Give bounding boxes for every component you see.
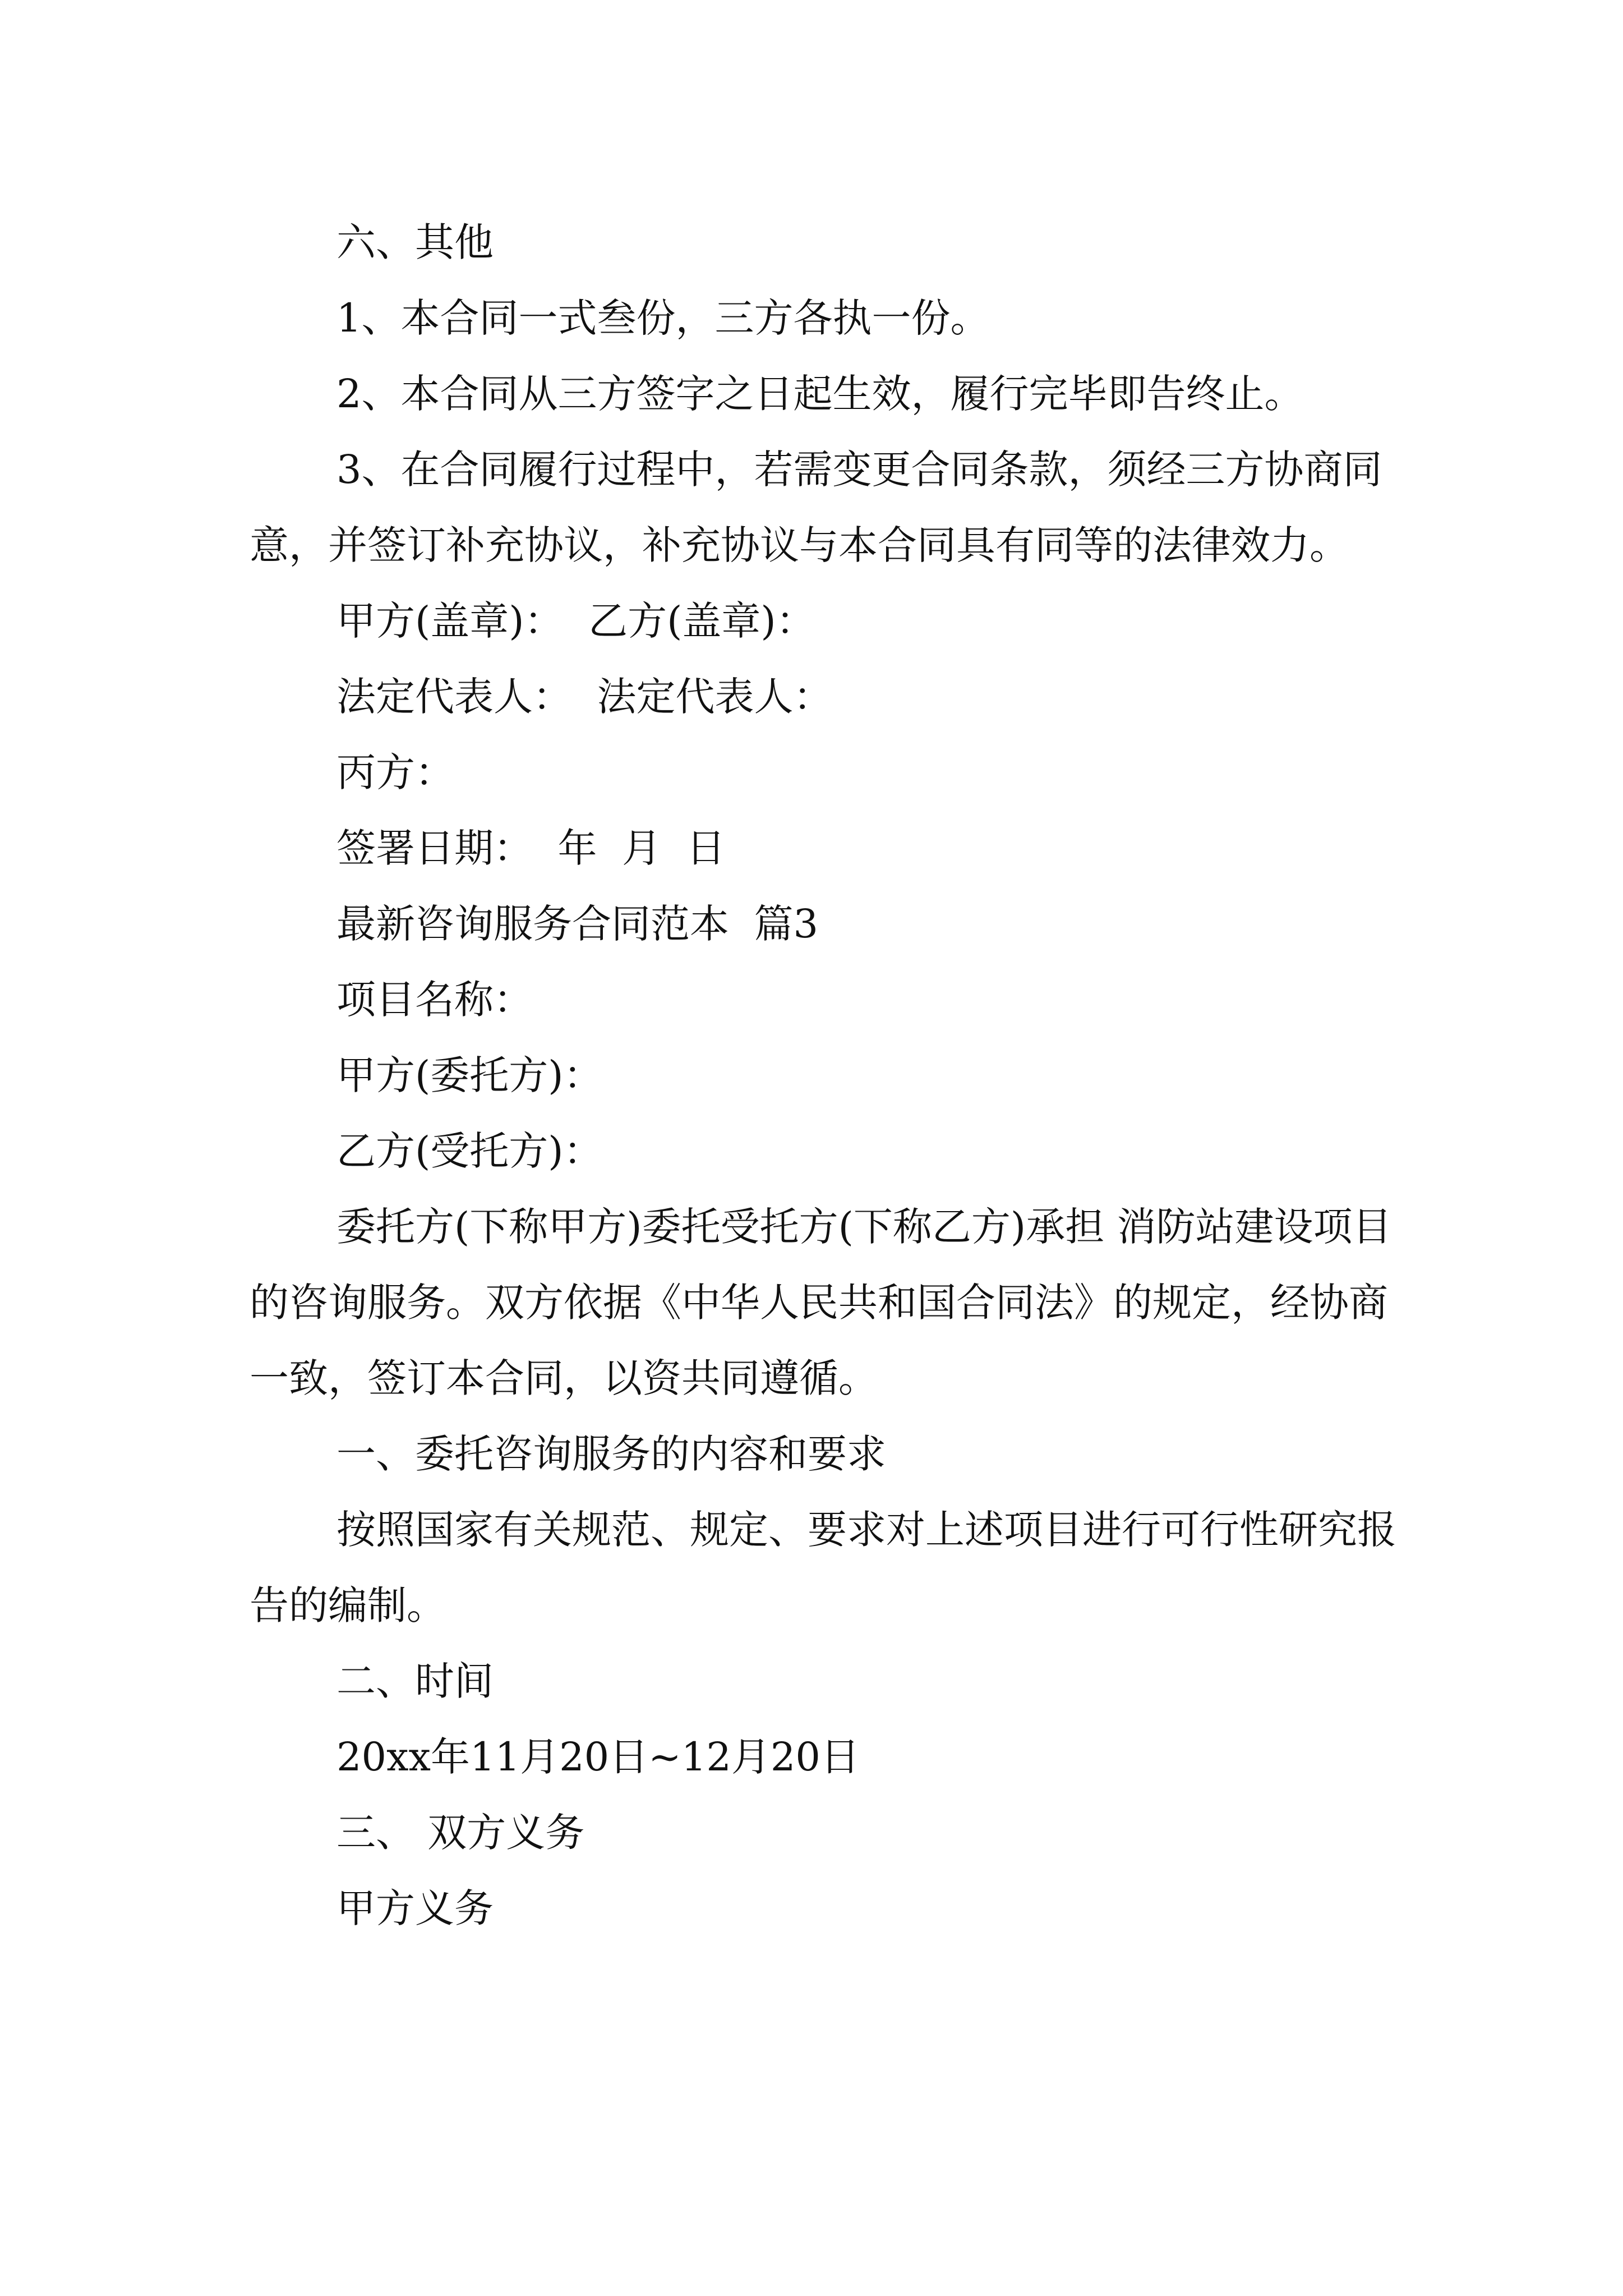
clause-paragraph: 3、在合同履行过程中，若需变更合同条款，须经三方协商同意，并签订补充协议，补充协议与本合同具有同等的法律效力。: [250, 447, 1382, 568]
signature-date-line: 签署日期： 年 月 日: [336, 825, 726, 871]
section-heading-other: 六、其他: [336, 219, 494, 265]
section-heading-content: 一、委托咨询服务的内容和要求: [336, 1431, 886, 1477]
time-range-line: 20xx年11月20日~12月20日: [336, 1734, 860, 1780]
party-a-line: 甲方(委托方)：: [336, 1052, 603, 1098]
signature-line-representative: 法定代表人： 法定代表人：: [336, 674, 833, 720]
contract-title: 最新咨询服务合同范本 篇3: [336, 901, 819, 947]
clause-paragraph: 1、本合同一式叁份，三方各执一份。: [336, 295, 990, 341]
section-heading-time: 二、时间: [336, 1658, 494, 1704]
content-paragraph: 按照国家有关规范、规定、要求对上述项目进行可行性研究报告的编制。: [250, 1507, 1396, 1628]
signature-line-party-c: 丙方：: [336, 749, 454, 795]
project-name-line: 项目名称：: [336, 977, 533, 1023]
section-heading-obligations: 三、 双方义务: [336, 1810, 585, 1856]
party-b-line: 乙方(受托方)：: [336, 1128, 603, 1174]
preamble-paragraph: 委托方(下称甲方)委托受托方(下称乙方)承担 消防站建设项目 的咨询服务。双方依据《中华人民共和国合同法》的规定，经协商一致，签订本合同，以资共同遵循。: [250, 1204, 1404, 1401]
document-body: [250, 205, 1404, 1947]
subheading-party-a-obligations: 甲方义务: [336, 1885, 494, 1931]
signature-line-seal: 甲方(盖章)： 乙方(盖章)：: [336, 598, 815, 644]
clause-paragraph: 2、本合同从三方签字之日起生效，履行完毕即告终止。: [336, 371, 1304, 417]
